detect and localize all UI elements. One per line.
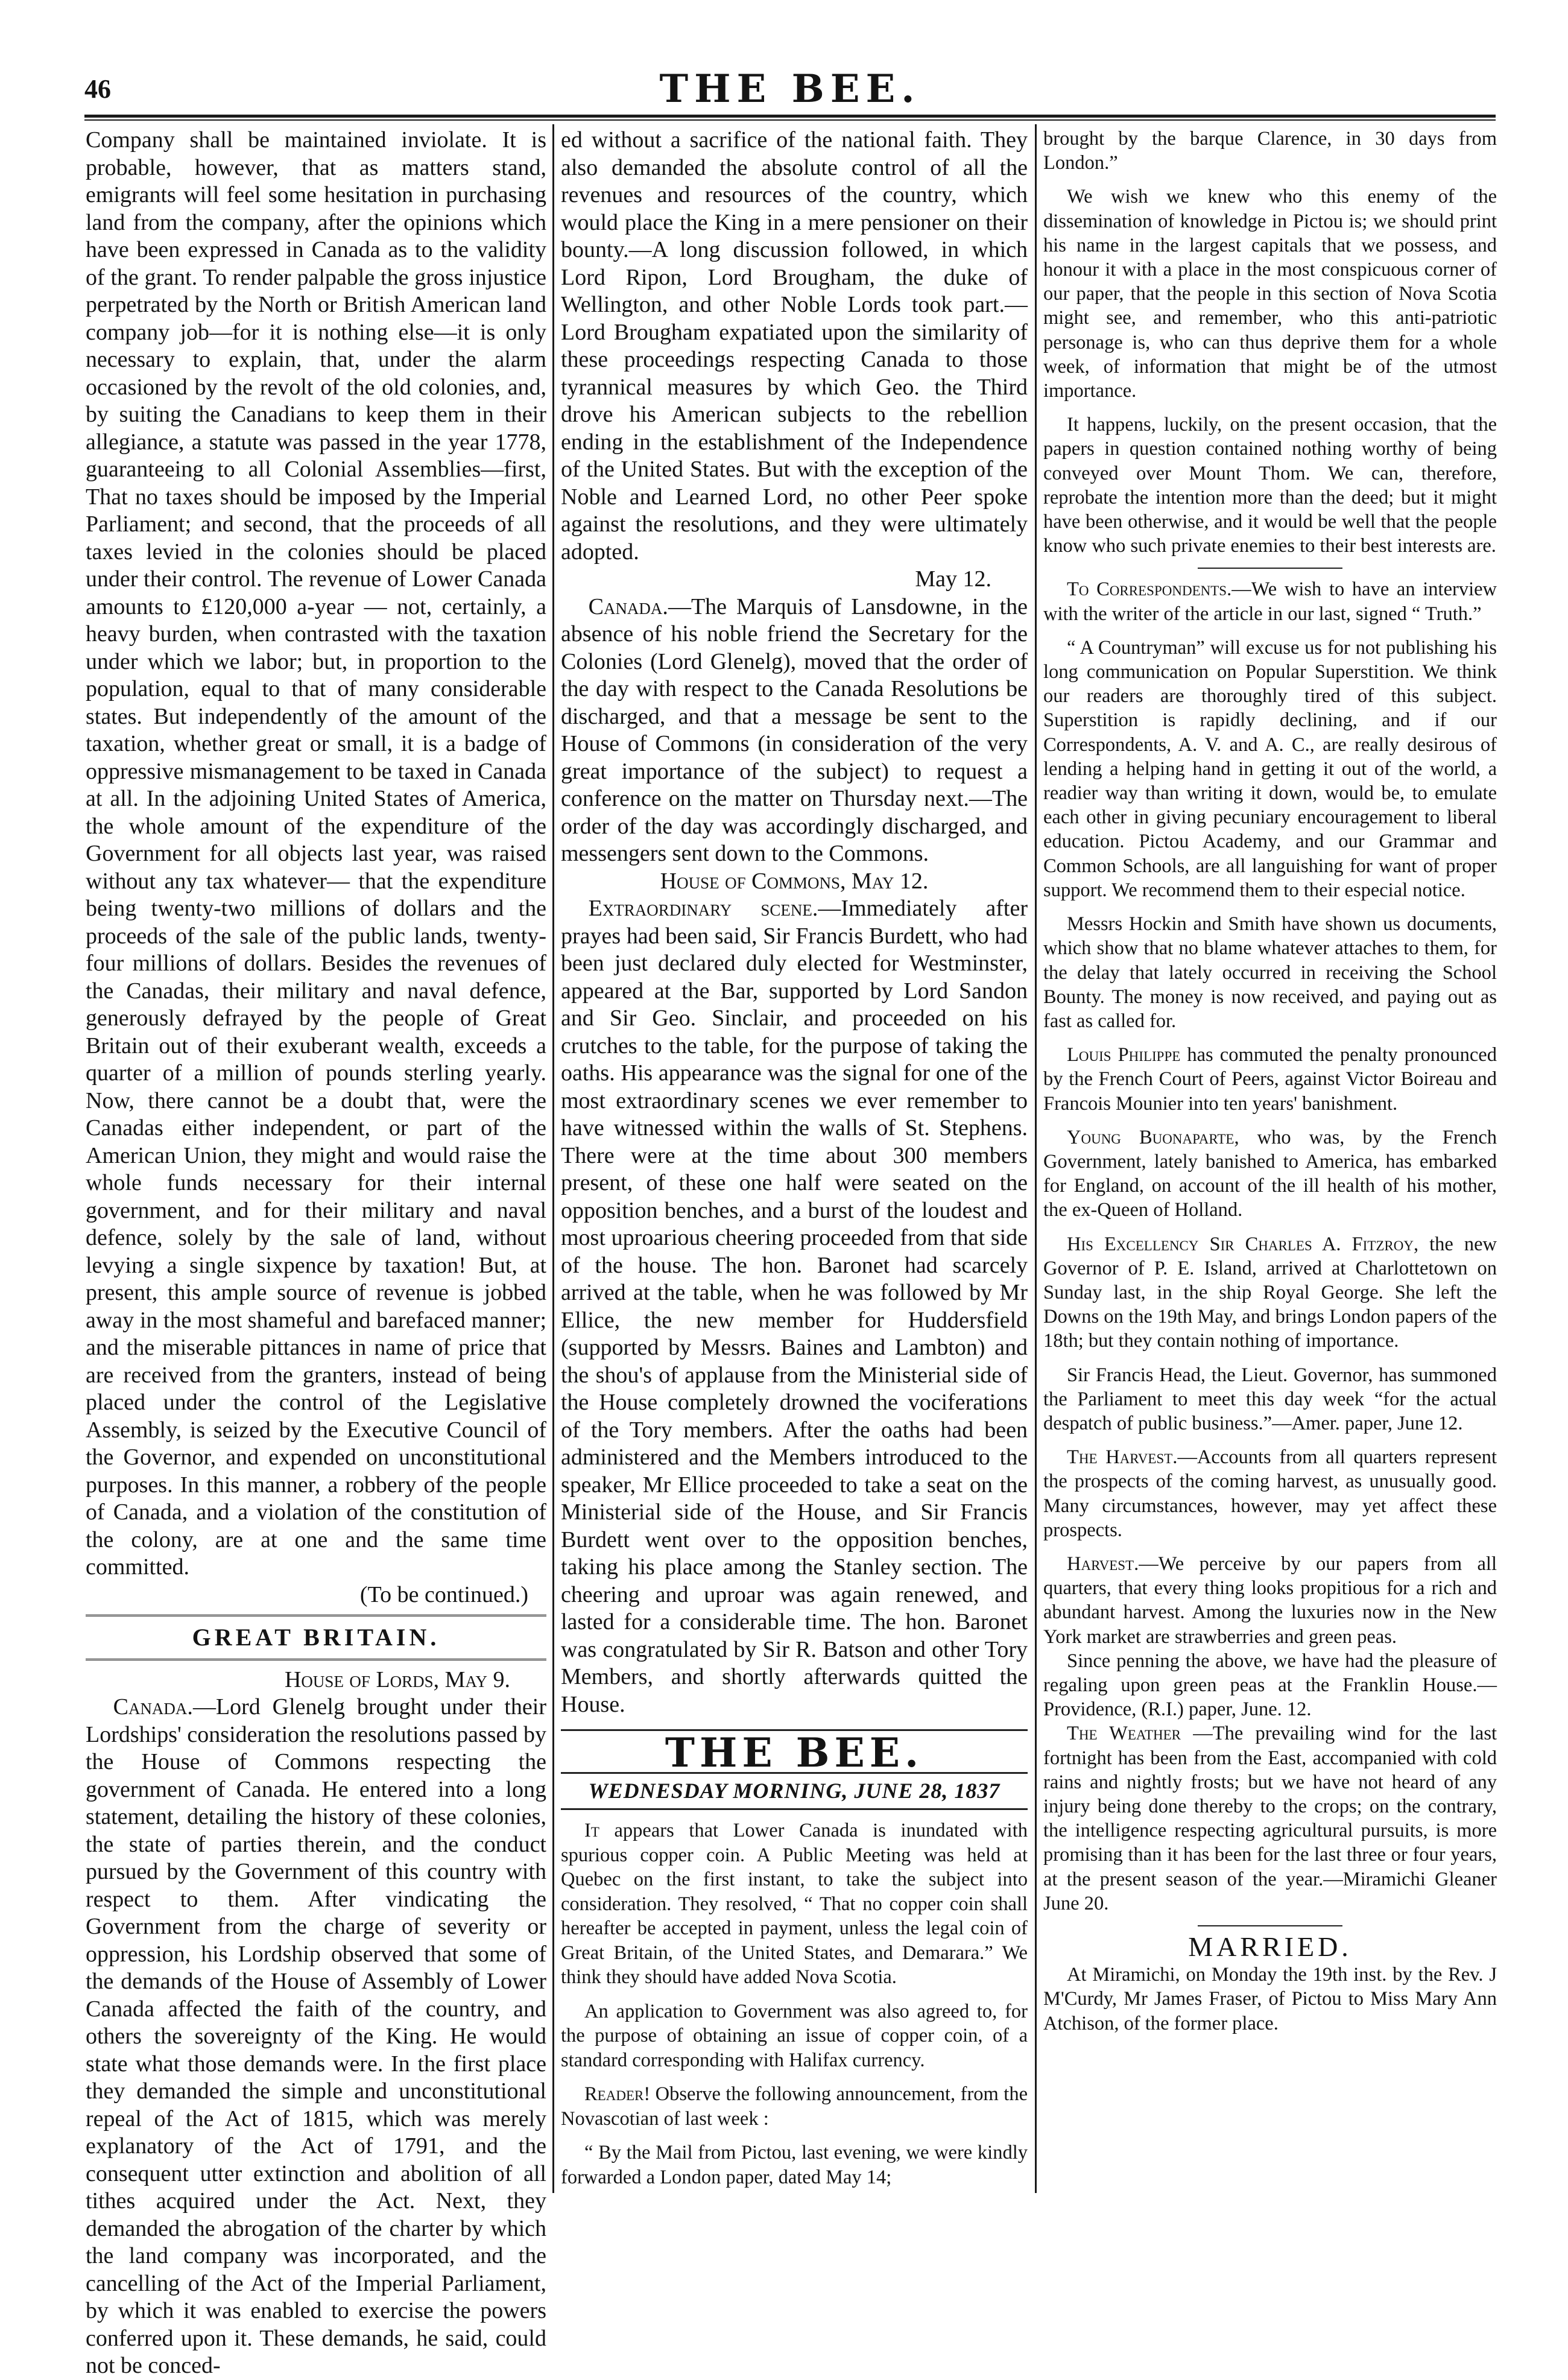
article-paragraph: We wish we knew who this enemy of the dissemination of knowledge in Pictou is; we should print his name in the largest capitals that we possess, and honour it with a place in the most conspicuous corner of our paper, that the people in this section of Nova Scotia might see, and remember, who this anti-patriotic personage is, who can thus deprive them for a whole week, of information that might be of the utmost importance. xyxy=(1043,186,1497,402)
paragraph-body: —The Marquis of Lansdowne, in the absence of his noble friend the Secretary for the Colonies (Lord Glenelg), moved that the order of the day with respect to the Canada Resolutions be discharged, and that a message be sent to the House of Commons (in consideration of the very great importance of the subject) to request a conference on the matter on Thursday next.—The order of the day was accordingly discharged, and messengers sent down to the Commons. xyxy=(561,593,1028,866)
paragraph-lead: Reader xyxy=(584,2083,644,2105)
paragraph-body: —We perceive by our papers from all quarters, that every thing looks propitious for a rich and abundant harvest. Among the luxuries now in the New York market are strawberries and green peas. xyxy=(1043,1552,1497,1648)
article-paragraph: “ By the Mail from Pictou, last evening, we were kindly forwarded a London paper, dated May 14; xyxy=(561,2142,1028,2188)
article-paragraph: Messrs Hockin and Smith have shown us documents, which show that no blame whatever attaches to them, for the delay that lately occurred in receiving the School Bounty. The money is now received, and paying out as fast as called for. xyxy=(1043,913,1497,1032)
edition-date: WEDNESDAY MORNING, JUNE 28, 1837 xyxy=(561,1772,1028,1811)
paragraph-body: who was, by the French Government, lately banished to America, has embarked for England, on account of the ill health of his mother, the ex-Queen of Holland. xyxy=(1043,1126,1497,1221)
column-2 xyxy=(561,127,1028,2189)
paragraph-body: —The prevailing wind for the last fortnight has been from the East, accompanied with cold rains and nightly frosts; but we have not heard of any injury being done thereby to the crops; on the contrary, the intelligence respecting agricultural pursuits, is more promising than it has been for the last three or four years, at the present season of the year.—Miramichi Gleaner June 20. xyxy=(1043,1723,1497,1914)
article-paragraph: Sir Francis Head, the Lieut. Governor, has summoned the Parliament to meet this day week “for the actual despatch of public business.”—Amer. paper, June 12. xyxy=(1043,1364,1497,1434)
divider xyxy=(1198,1925,1342,1926)
article-paragraph xyxy=(561,593,1028,868)
article-paragraph xyxy=(86,1694,546,2380)
paragraph-lead: It xyxy=(584,1820,599,1841)
paragraph-lead: Canada. xyxy=(113,1694,193,1720)
article-paragraph: At Miramichi, on Monday the 19th inst. by the Rev. J M'Curdy, Mr James Fraser, of Pictou to Miss Mary Ann Atchison, of the former place. xyxy=(1043,1964,1497,2034)
article-text: Company shall be maintained inviolate. It is probable, however, that as matters stand, emigrants will feel some hesitation in purchasing land from the company, after the opinions which have been expressed in Canada as to the validity of the grant. To render palpable the gross injustice perpetrated by the North or British American land company job—for it is nothing else—it is only necessary to explain, that, under the alarm occasioned by the revolt of the old colonies, and, by suiting the Canadians to keep them in their allegiance, a statute was passed in the year 1778, guaranteeing to all Colonial Assemblies—first, That no taxes should be imposed by the Imperial Parliament; and second, that the proceeds of all taxes levied in the colonies should be placed under their control. The revenue of Lower Canada amounts to £120,000 a-year — not, certainly, a heavy burden, when contrasted with the taxation under which we labor; but, in proportion to the population, equal to that of many considerable states. But independently of the amount of the taxation, whether great or small, it is a badge of oppressive mismanagement to be taxed in Canada at all. In the adjoining United States of America, the whole amount of the expenditure of the Government for all objects last year, was raised without any tax whatever— that the expenditure being twenty-two millions of dollars and the proceeds of the sale of the public lands, twenty-four millions of dollars. Besides the revenues of the Canadas, their military and naval defence, generously defrayed by the people of Great Britain out of their exuberant wealth, exceeds a quarter of a million of pounds sterling yearly. Now, there cannot be a doubt that, were the Canadas either independent, or part of the American Union, they might and would raise the whole funds necessary for their internal government, and for their military and naval defence, solely by the sale of land, without levying a single sixpence by taxation! But, at present, this ample source of revenue is jobbed away in the most shameful and barefaced manner; and the miserable pittances in name of price that are received from the granters, instead of being placed under the control of the Legislative Assembly, is seized by the Executive Council of the Governor, and expended on unconstitutional purposes. In this manner, a robbery of the people of Canada, and a violation of the constitution of the colony, are at one and the same time committed. xyxy=(86,127,546,1580)
article-paragraph xyxy=(1043,1552,1497,1649)
paragraph-lead: Young Buonaparte, xyxy=(1067,1126,1239,1148)
paragraph-lead: His Excellency Sir Charles A. Fitzroy, xyxy=(1067,1233,1419,1255)
article-paragraph: brought by the barque Clarence, in 30 days from London.” xyxy=(1043,128,1497,174)
paragraph-body: has commuted the penalty pronounced by the French Court of Peers, against Victor Boireau and Francois Mounier into ten years' banishment. xyxy=(1043,1044,1497,1115)
header-rule xyxy=(84,115,1496,118)
paragraph-lead: The Weather xyxy=(1067,1723,1181,1745)
dateline: May 12. xyxy=(915,566,991,592)
paragraph-body: —We wish to have an interview with the writer of the article in our last, signed “ Truth.” xyxy=(1043,578,1497,625)
article-text: ed without a sacrifice of the national faith. They also demanded the absolute control of all the revenues and resources of the country, which would place the King in a mere pensioner on their bounty.—A long discussion followed, in which Lord Ripon, Lord Brougham, the duke of Wellington, and other Noble Lords took part.—Lord Brougham expatiated upon the similarity of these proceedings respecting Canada to those tyrannical measures by which Geo. the Third drove his American subjects to the rebellion ending in the establishment of the Independence of the United States. But with the exception of the Noble and Learned Lord, no other Peer spoke against the resolutions, and they were ultimately adopted. xyxy=(561,127,1028,565)
article-paragraph: It happens, luckily, on the present occasion, that the papers in question contained nothing worthy of being conveyed over Mount Thom. We can, therefore, reprobate the intention more than the deed; but it might have been otherwise, and it would be well that the people know who such private enemies to their best interests are. xyxy=(1043,414,1497,557)
article-paragraph: Since penning the above, we have had the pleasure of regaling upon green peas at the Franklin House.—Providence, (R.I.) paper, June. 12. xyxy=(1043,1650,1497,1721)
column-1 xyxy=(86,127,546,2380)
paragraph-lead: Canada. xyxy=(588,593,668,619)
dateline: House of Commons, May 12. xyxy=(660,868,929,894)
article-paragraph xyxy=(1043,1232,1497,1353)
paragraph-lead: To Correspondents. xyxy=(1067,578,1232,601)
continued-note xyxy=(86,1581,546,1609)
paragraph-body: appears that Lower Canada is inundated with spurious copper coin. A Public Meeting was held at Quebec on the first instant, to take the subject into consideration. They resolved, “ That no copper coin shall hereafter be accepted in payment, unless the legal coin of Great Britain, of the United States, and Demarara.” We think they should have added Nova Scotia. xyxy=(561,1820,1028,1988)
masthead-title: THE BEE. xyxy=(659,66,921,112)
paragraph-body: ! Observe the following announcement, from the Novascotian of last week : xyxy=(561,2083,1028,2130)
continued-label: (To be continued.) xyxy=(359,1581,528,1607)
column-divider-1 xyxy=(552,124,554,2193)
article-paragraph xyxy=(1043,1445,1497,1542)
article-paragraph xyxy=(1043,577,1497,625)
editorial-masthead: THE BEE. xyxy=(561,1729,1028,1767)
column-divider-2 xyxy=(1035,124,1037,2193)
header-rule-thin xyxy=(84,119,1496,121)
editorial-block xyxy=(561,1818,1028,2189)
paragraph-lead: Extraordinary scene. xyxy=(588,896,818,921)
article-paragraph xyxy=(1043,1043,1497,1116)
divider xyxy=(1198,568,1342,569)
column-3 xyxy=(1043,127,1497,2036)
paragraph-body: —Accounts from all quarters represent the prospects of the coming harvest, as unusually good. Many circumstances, however, may yet affect these prospects. xyxy=(1043,1446,1497,1541)
paragraph-lead: Harvest. xyxy=(1067,1552,1139,1575)
article-paragraph xyxy=(1043,1125,1497,1223)
section-heading: GREAT BRITAIN. xyxy=(86,1615,546,1660)
article-paragraph xyxy=(561,2082,1028,2131)
paragraph-lead: Louis Philippe xyxy=(1067,1044,1181,1066)
married-heading: MARRIED. xyxy=(1188,1931,1352,1963)
paragraph-body: —Immediately after prayes had been said, Sir Francis Burdett, who had been just declared duly elected for Westminster, appeared at the Bar, supported by Lord Sandon and Sir Geo. Sinclair, and proceeded on his crutches to the table, for the purpose of taking the oaths. His appearance was the signal for one of the most extraordinary scenes we ever remember to have witnessed within the walls of St. Stephens. There were at the time about 300 members present, of these one half were seated on the opposition benches, and a burst of the loudest and most uproarious cheering proceeded from that side of the house. The hon. Baronet had scarcely arrived at the table, when he was followed by Mr Ellice, the new member for Huddersfield (supported by Messrs. Baines and Lambton) and the shou's of applause from the Ministerial side of the House completely drowned the vociferations of the Tory members. After the oaths had been administered and the Members introduced to the speaker, Mr Ellice proceeded to take a seat on the Ministerial side of the House, and Sir Francis Burdett went over to the opposition benches, taking his place among the Stanley section. The cheering and uproar was again renewed, and lasted for a considerable time. The hon. Baronet was congratulated by Sir R. Batson and other Tory Members, and shortly afterwards quitted the House. xyxy=(561,896,1028,1717)
page-header xyxy=(84,66,1496,115)
paragraph-body: —Lord Glenelg brought under their Lordships' consideration the resolutions passed by the House of Commons respecting the government of Canada. He entered into a long statement, detailing the history of these colonies, the state of parties therein, and the conduct pursued by the Government of this country with respect to them. After vindicating the Government from the charge of severity or oppression, his Lordship observed that some of the demands of the House of Assembly of Lower Canada affected the faith of the country, and others the sovereignty of the King. He would state what those demands were. In the first place they demanded the simple and unconstitutional repeal of the Act of 1815, which was merely explanatory of the Act of 1791, and the consequent utter extinction and abolition of all tithes acquired under the Act. Next, they demanded the abrogation of the charter by which the land company was incorporated, and the cancelling of the Act of the Imperial Parliament, by which it was enabled to exercise the powers conferred upon it. These demands, he said, could not be conced- xyxy=(86,1694,546,2378)
article-paragraph xyxy=(1043,1721,1497,1916)
article-paragraph xyxy=(561,895,1028,1718)
article-paragraph: “ A Countryman” will excuse us for not publishing his long communication on Popular Superstition. We think our readers are thoroughly tired of this subject. Superstition is rapidly declining, and if our Correspondents, A. V. and A. C., are really desirous of lending a helping hand in getting it out of the world, a readier way than writing it down, would be, to emulate each other in giving pecuniary encouragement to liberal education. Pictou Academy, and our Grammar and Common Schools, are all languishing for want of proper support. We recommend them to their especial notice. xyxy=(1043,636,1497,901)
article-paragraph: An application to Government was also agreed to, for the purpose of obtaining an issue of copper coin, of a standard corresponding with Halifax currency. xyxy=(561,2000,1028,2071)
article-paragraph xyxy=(561,1818,1028,1990)
dateline: House of Lords, May 9. xyxy=(284,1666,510,1692)
paragraph-lead: The Harvest. xyxy=(1067,1446,1178,1469)
page-number: 46 xyxy=(84,74,111,104)
paragraph-body: the new Governor of P. E. Island, arrived at Charlottetown on Sunday last, in the ship Royal George. She left the Downs on the 19th May, and brings London papers of the 18th; but they contain nothing of importance. xyxy=(1043,1233,1497,1352)
